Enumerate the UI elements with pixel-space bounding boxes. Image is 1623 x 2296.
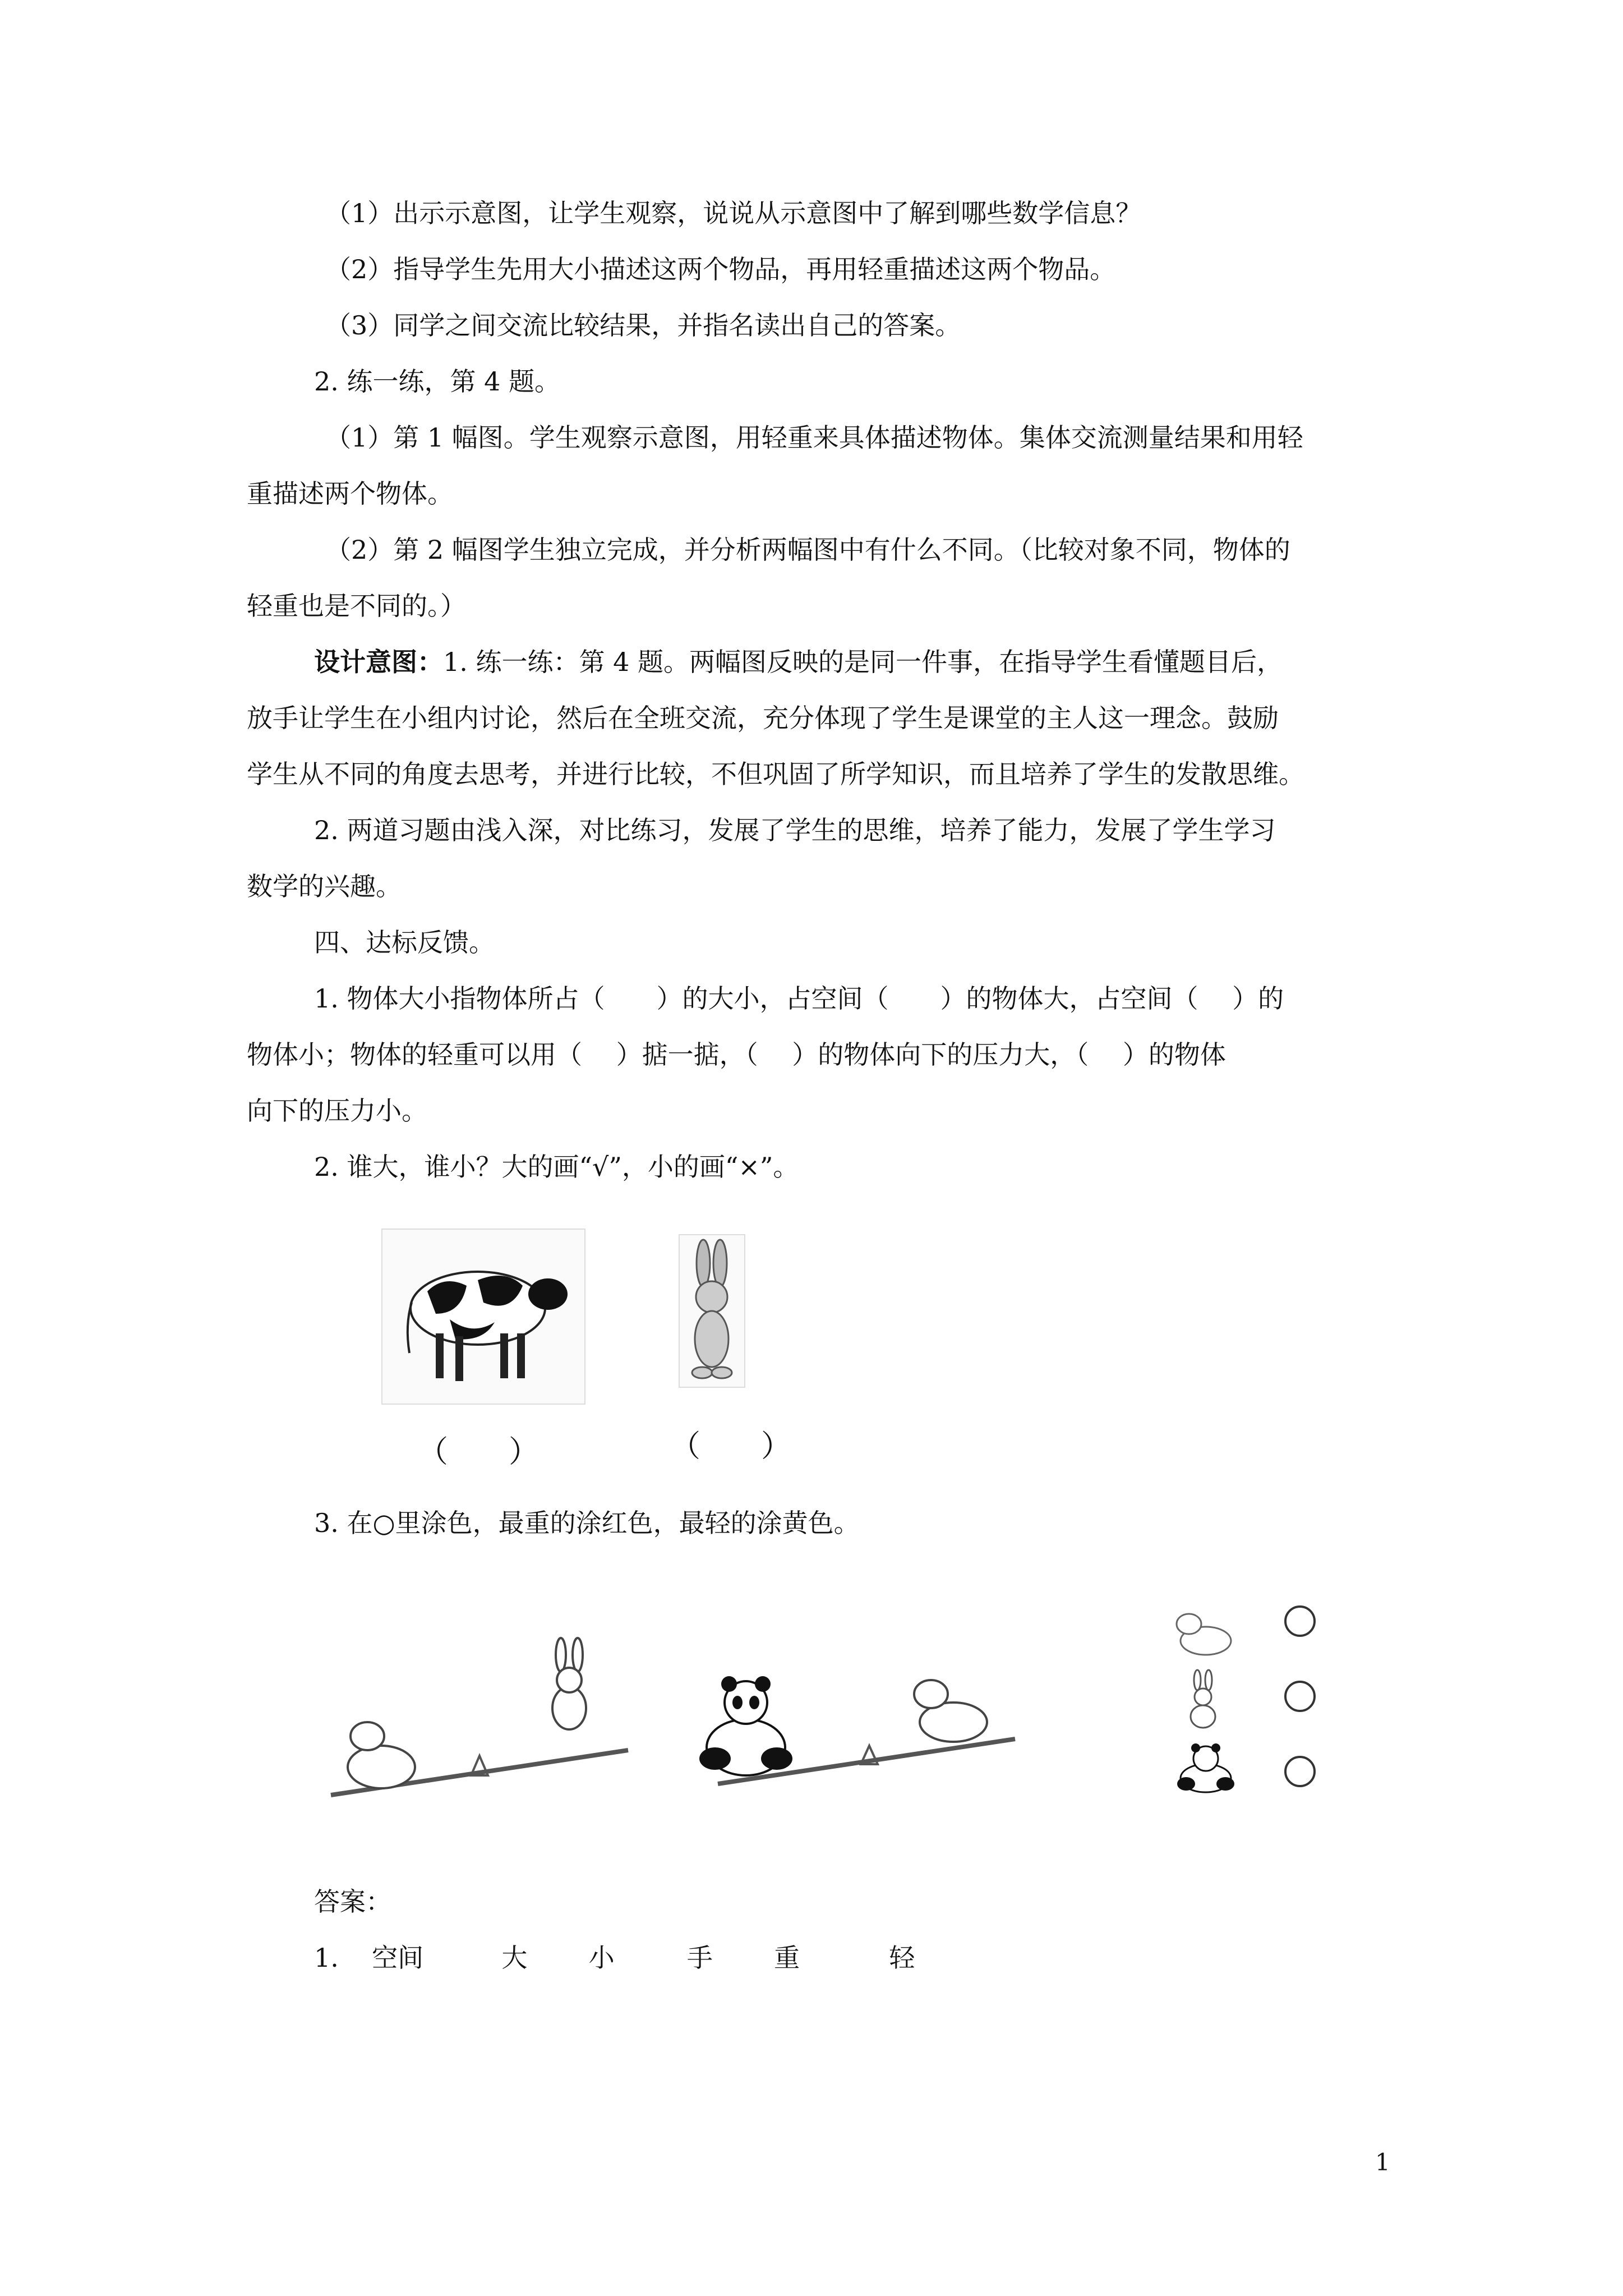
answer-number: 1. [314,1943,339,1973]
design-intent-line-1 [314,645,1283,679]
text-line-3: （3）同学之间交流比较结果，并指名读出自己的答案。 [325,310,961,341]
question-1-line-2: 物体小；物体的轻重可以用（ ）掂一掂，（ ）的物体向下的压力大，（ ）的物体 [247,1039,1226,1070]
seesaw-panda-dog-image [684,1649,1021,1795]
text-line-2: （2）指导学生先用大小描述这两个物品，再用轻重描述这两个物品。 [325,254,1116,284]
design-intent-line-5: 数学的兴趣。 [247,871,402,901]
answer-5: 重 [774,1943,800,1973]
answer-4: 手 [686,1943,713,1973]
answer-3: 小 [588,1943,615,1973]
rabbit-answer-parentheses: （ ） [670,1428,791,1464]
answer-2: 大 [501,1943,528,1973]
small-panda-image [1172,1739,1239,1795]
answer-label: 答案： [314,1887,391,1917]
answer-1: 空间 [372,1943,424,1973]
text-line-6: 重描述两个物体。 [247,478,453,509]
question-1-line-3: 向下的压力小。 [247,1096,427,1126]
cow-answer-parentheses: （ ） [418,1434,539,1469]
seesaw-dog-rabbit-image [320,1616,634,1801]
text-line-7: （2）第 2 幅图学生独立完成，并分析两幅图中有什么不同。（比较对象不同，物体的 [325,535,1290,565]
answer-circle-dog[interactable] [1284,1605,1316,1637]
answer-circle-rabbit[interactable] [1284,1681,1316,1712]
answer-circle-panda[interactable] [1284,1756,1316,1787]
text-line-5: （1）第 1 幅图。学生观察示意图，用轻重来具体描述物体。集体交流测量结果和用轻 [325,422,1303,453]
cow-image [381,1228,585,1405]
text-line-1: （1）出示示意图，让学生观察，说说从示意图中了解到哪些数学信息？ [325,198,1142,228]
question-3: 3. 在○里涂色，最重的涂红色，最轻的涂黄色。 [314,1508,860,1538]
design-intent-line-2: 放手让学生在小组内讨论，然后在全班交流，充分体现了学生是课堂的主人这一理念。鼓励 [247,703,1279,733]
answer-row [314,1941,915,1975]
section-heading: 四、达标反馈。 [314,927,495,958]
small-rabbit-image [1178,1669,1228,1731]
rabbit-image [679,1234,745,1388]
design-intent-line-3: 学生从不同的角度去思考，并进行比较，不但巩固了所学知识，而且培养了学生的发散思维。 [247,759,1304,789]
design-intent-label: 设计意图： [314,647,443,677]
small-dog-image [1166,1604,1239,1660]
design-intent-text: 1. 练一练：第 4 题。两幅图反映的是同一件事，在指导学生看懂题目后， [443,647,1283,677]
question-2: 2. 谁大，谁小？大的画“√”，小的画“×”。 [314,1152,799,1182]
question-1-line-1: 1. 物体大小指物体所占（ ）的大小，占空间（ ）的物体大，占空间（ ）的 [314,983,1284,1014]
page-number: 1 [1375,2148,1390,2176]
design-intent-line-4: 2. 两道习题由浅入深，对比练习，发展了学生的思维，培养了能力，发展了学生学习 [314,815,1276,845]
text-line-4: 2. 练一练，第 4 题。 [314,366,561,397]
text-line-8: 轻重也是不同的。） [247,591,466,621]
answer-6: 轻 [889,1943,915,1973]
